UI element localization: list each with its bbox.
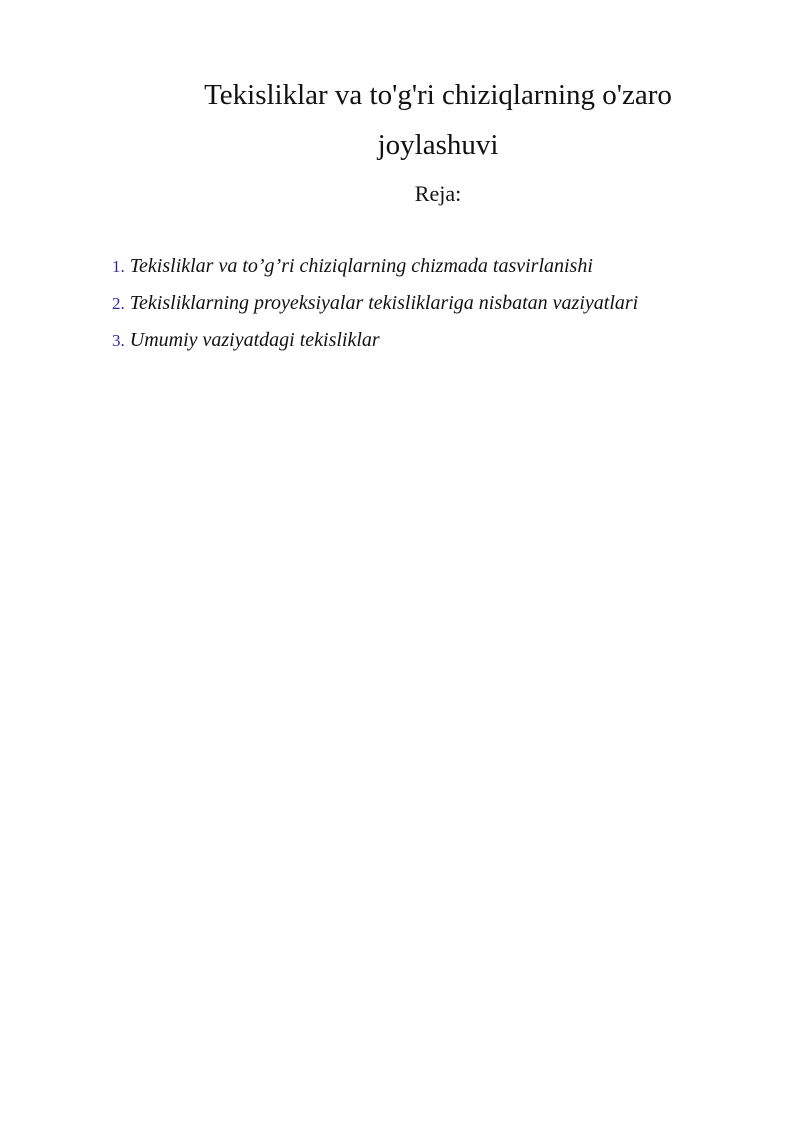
plan-list: [112, 252, 752, 363]
plan-item-3: [112, 326, 752, 363]
plan-item-1: [112, 252, 752, 289]
plan-item-number: 2.: [112, 294, 125, 313]
plan-item-number: 1.: [112, 257, 125, 276]
plan-item-text: Umumiy vaziyatdagi tekisliklar: [129, 329, 380, 351]
plan-item-2: [112, 289, 752, 326]
plan-item-text: Tekisliklarning proyeksiyalar tekisliklariga nisbatan vaziyatlari: [129, 292, 639, 314]
document-title-line-2: joylashuvi: [377, 129, 499, 161]
plan-heading: Reja:: [414, 181, 462, 206]
plan-item-text: Tekisliklar va to’g’ri chiziqlarning chizmada tasvirlanishi: [129, 255, 593, 277]
plan-item-number: 3.: [112, 331, 125, 350]
document-title-line-1: Tekisliklar va to'g'ri chiziqlarning o'zaro: [204, 79, 672, 111]
